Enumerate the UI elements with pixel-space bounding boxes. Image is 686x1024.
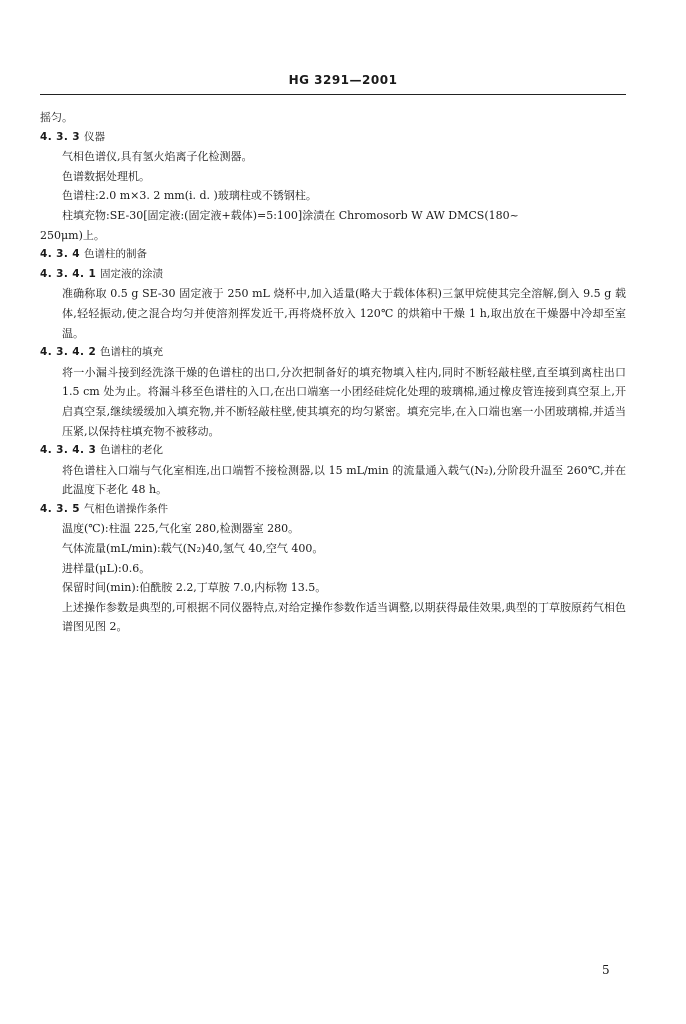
text-line: 温度(℃):柱温 225,气化室 280,检测器室 280。: [62, 522, 300, 536]
section-number: 4. 3. 4. 1: [40, 267, 97, 280]
section-title: 色谱柱的制备: [84, 248, 147, 261]
section-heading-4-3-4-1: [40, 265, 626, 285]
section-heading-4-3-3: [40, 128, 626, 148]
text-line: 气相色谱仪,具有氢火焰离子化检测器。: [62, 150, 253, 164]
section-number: 4. 3. 3: [40, 130, 81, 143]
section-heading-4-3-5: [40, 500, 626, 520]
document-body: [40, 108, 626, 637]
text-line: 气体流量(mL/min):载气(N₂)40,氢气 40,空气 400。: [62, 542, 324, 556]
section-title: 气相色谱操作条件: [84, 502, 168, 515]
section-title: 仪器: [84, 130, 105, 143]
section-number: 4. 3. 4: [40, 248, 81, 261]
section-title: 色谱柱的老化: [100, 444, 163, 457]
paragraph: 将色谱柱入口端与气化室相连,出口端暂不接检测器,以 15 mL/min 的流量通入载气(N₂),分阶段升温至 260℃,并在此温度下老化 48 h。: [62, 463, 626, 497]
paragraph: 上述操作参数是典型的,可根据不同仪器特点,对给定操作参数作适当调整,以期获得最佳效果,典型的丁草胺原药气相色谱图见图 2。: [62, 600, 626, 634]
paragraph: 将一小漏斗接到经洗涤干燥的色谱柱的出口,分次把制备好的填充物填入柱内,同时不断轻敲柱壁,直至填到离柱出口 1.5 cm 处为止。将漏斗移至色谱柱的入口,在出口端塞一小团经硅烷化处理的玻璃棉,通过橡皮管连接到真空泵上,开启真空泵,继续缓缓加入填充物,并不断轻敲柱壁,使其填充的均匀紧密。填充完毕,在入口端也塞一小团玻璃棉,并适当压紧,以保持柱填充物不被移动。: [62, 365, 626, 438]
section-number: 4. 3. 4. 2: [40, 346, 97, 359]
text-line: 进样量(μL):0.6。: [62, 561, 151, 575]
section-heading-4-3-4-2: [40, 343, 626, 363]
header-rule: [40, 94, 626, 95]
paragraph: 准确称取 0.5 g SE-30 固定液于 250 mL 烧杯中,加入适量(略大于载体体积)三氯甲烷使其完全溶解,倒入 9.5 g 载体,轻轻振动,使之混合均匀并使溶剂挥发近干,再将烧杯放入 120℃ 的烘箱中干燥 1 h,取出放在干燥器中冷却至室温。: [62, 287, 626, 340]
text-line: 柱填充物:SE-30[固定液:(固定液+载体)=5:100]涂渍在 Chromosorb W AW DMCS(180~: [62, 208, 519, 222]
text-line: 色谱柱:2.0 m×3. 2 mm(i. d. )玻璃柱或不锈钢柱。: [62, 189, 317, 203]
section-number: 4. 3. 4. 3: [40, 444, 97, 457]
text-line: 250μm)上。: [40, 228, 105, 242]
text-line: 色谱数据处理机。: [62, 169, 150, 183]
section-heading-4-3-4-3: [40, 441, 626, 461]
running-header: HG 3291—2001: [288, 73, 398, 87]
section-title: 色谱柱的填充: [100, 346, 163, 359]
page-number: 5: [602, 963, 610, 977]
section-title: 固定液的涂渍: [100, 267, 163, 280]
section-heading-4-3-4: [40, 245, 626, 265]
text-line: 摇匀。: [40, 111, 73, 124]
text-line: 保留时间(min):伯酰胺 2.2,丁草胺 7.0,内标物 13.5。: [62, 581, 327, 595]
section-number: 4. 3. 5: [40, 502, 81, 515]
